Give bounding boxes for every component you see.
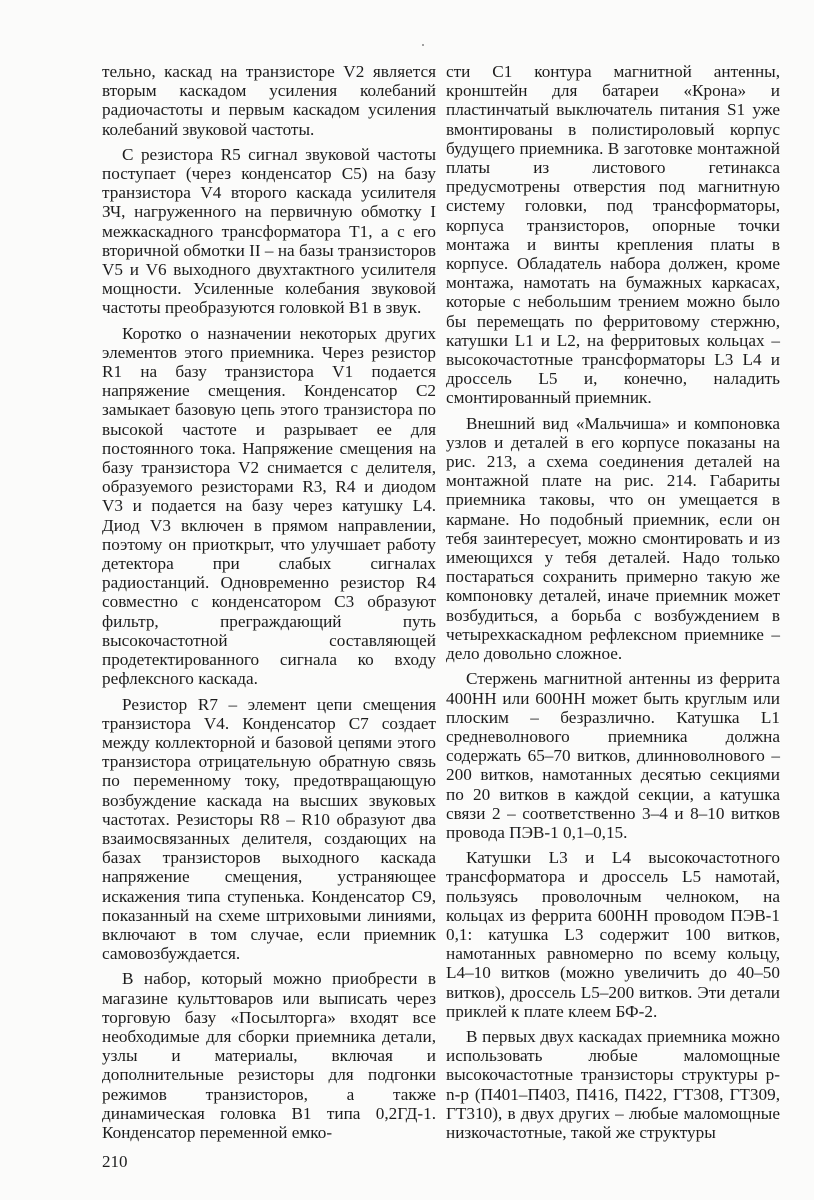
paragraph: Внешний вид «Мальчиша» и компоновка узлов и деталей в его корпусе показаны на рис. 213, а схема соединения деталей на монтажной плате на рис. 214. Габариты приемника таковы, что он умещается в кармане. Но подобный приемник, если он тебя заинтересует, можно смонтировать и из имеющихся у тебя деталей. Надо только постараться сохранить примерно такую же компоновку деталей, иначе приемник может возбудиться, а борьба с возбуждением в четырехкаскадном рефлексном приемнике – дело довольно сложное. [446, 413, 780, 664]
print-speck [422, 44, 424, 46]
paragraph: Катушки L3 и L4 высокочастотного трансформатора и дроссель L5 намотай, пользуясь проволочным челноком, на кольцах из феррита 600НН проводом ПЭВ-1 0,1: катушка L3 содержит 100 витков, намотанных равномерно по всему кольцу, L4–10 витков (можно увеличить до 40–50 витков), дроссель L5–200 витков. Эти детали приклей к плате клеем БФ-2. [446, 848, 780, 1021]
paragraph: В первых двух каскадах приемника можно использовать любые маломощные высокочастотные транзисторы структуры p-n-p (П401–П403, П416, П422, ГТ308, ГТ309, ГТ310), в двух других – любые маломощные низкочастотные, такой же структуры [446, 1026, 780, 1142]
page-number: 210 [102, 1152, 128, 1171]
right-column [446, 62, 780, 1148]
paragraph: С резистора R5 сигнал звуковой частоты поступает (через конденсатор С5) на базу транзистора V4 второго каскада усилителя ЗЧ, нагруженного на первичную обмотку I межкаскадного трансформатора Т1, а с его вторичной обмотки II – на базы транзисторов V5 и V6 выходного двухтактного усилителя мощности. Усиленные колебания звуковой частоты преобразуются головкой В1 в звук. [102, 144, 436, 318]
paragraph: тельно, каскад на транзисторе V2 является вторым каскадом усиления колебаний радиочастоты и первым каскадом усиления колебаний звуковой частоты. [102, 62, 436, 139]
left-column [102, 62, 436, 1148]
paragraph: Резистор R7 – элемент цепи смещения транзистора V4. Конденсатор С7 создает между коллекторной и базовой цепями этого транзистора отрицательную обратную связь по переменному току, предотвращающую возбуждение каскада на высших звуковых частотах. Резисторы R8 – R10 образуют два взаимосвязанных делителя, создающих на базах транзисторов выходного каскада напряжение смещения, устраняющее искажения типа ступенька. Конденсатор С9, показанный на схеме штриховыми линиями, включают в том случае, если приемник самовозбуждается. [102, 694, 436, 964]
paragraph: Стержень магнитной антенны из феррита 400НН или 600НН может быть круглым или плоским – безразлично. Катушка L1 средневолнового приемника должна содержать 65–70 витков, длинноволнового – 200 витков, намотанных десятью секциями по 20 витков в каждой секции, а катушка связи 2 – соответственно 3–4 и 8–10 витков провода ПЭВ-1 0,1–0,15. [446, 669, 780, 842]
paragraph: В набор, который можно приобрести в магазине культтоваров или выписать через торговую базу «Посылторга» входят все необходимые для сборки приемника детали, узлы и материалы, включая и дополнительные резисторы для подгонки режимов транзисторов, а также динамическая головка В1 типа 0,2ГД-1. Конденсатор переменной емко- [102, 969, 436, 1142]
paragraph: сти С1 контура магнитной антенны, кронштейн для батареи «Крона» и пластинчатый выключатель питания S1 уже вмонтированы в полистироловый корпус будущего приемника. В заготовке монтажной платы из листового гетинакса предусмотрены отверстия под магнитную систему головки, под трансформаторы, корпуса транзисторов, опорные точки монтажа и винты крепления платы в корпусе. Обладатель набора должен, кроме монтажа, намотать на бумажных каркасах, которые с небольшим трением можно было бы перемещать по ферритовому стержню, катушки L1 и L2, на ферритовых кольцах – высокочастотные трансформаторы L3 L4 и дроссель L5 и, конечно, наладить смонтированный приемник. [446, 62, 780, 408]
paragraph: Коротко о назначении некоторых других элементов этого приемника. Через резистор R1 на базу транзистора V1 подается напряжение смещения. Конденсатор С2 замыкает базовую цепь этого транзистора по высокой частоте и разрывает ее для постоянного тока. Напряжение смещения на базу транзистора V2 снимается с делителя, образуемого резисторами R3, R4 и диодом V3 и подается на базу через катушку L4. Диод V3 включен в прямом направлении, поэтому он приоткрыт, что улучшает работу детектора при слабых сигналах радиостанций. Одновременно резистор R4 совместно с конденсатором С3 образуют фильтр, преграждающий путь высокочастотной составляющей продетектированного сигнала ко входу рефлексного каскада. [102, 323, 436, 689]
